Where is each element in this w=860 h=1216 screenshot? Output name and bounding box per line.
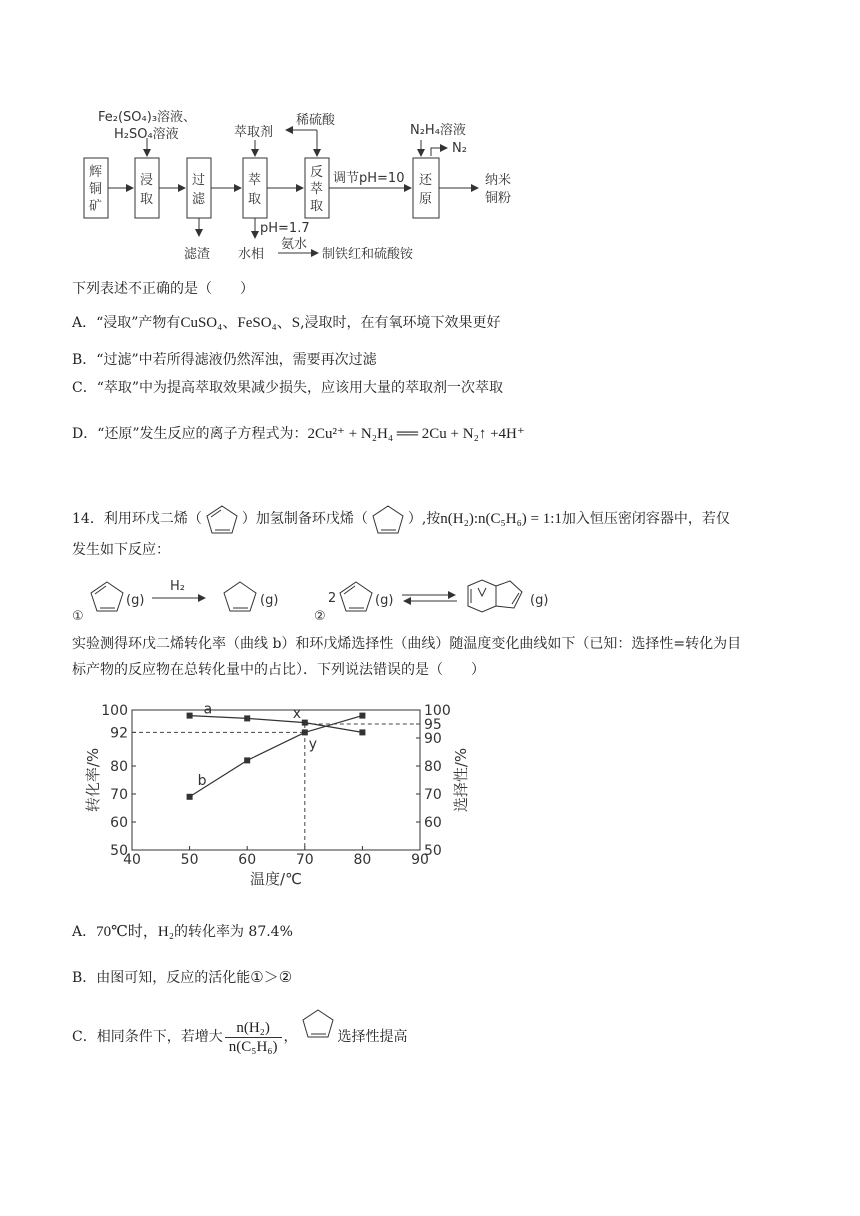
y-left-tick-label: 100 (101, 703, 128, 719)
series-a-point (187, 713, 193, 719)
x-tick-label: 60 (238, 852, 257, 868)
n2-label: N₂ (452, 141, 467, 156)
y-right-tick-label: 80 (424, 759, 442, 775)
q14-line2: 发生如下反应： (72, 542, 170, 558)
x-tick-label: 70 (295, 852, 314, 868)
reaction2-number: ② (314, 609, 326, 624)
extractant-label: 萃取剂 (234, 125, 274, 140)
x-tick-label: 50 (180, 852, 199, 868)
series-b-point (187, 794, 193, 800)
product-cyclopentene-icon (224, 582, 256, 611)
svg-text:滤: 滤 (192, 192, 206, 207)
product-line1: 纳米 (485, 173, 512, 188)
residue-label: 滤渣 (184, 247, 211, 262)
y-right-tick-label: 60 (424, 815, 442, 831)
ratio-fraction: $\frac{\text{n(H₂)}}{\text{n(C₅H₆)}}$ (225, 1019, 282, 1056)
y-left-tick-label: 80 (110, 759, 128, 775)
q14-option-b: B．由图可知，反应的活化能①＞② (72, 970, 293, 986)
y-right-tick-label: 90 (424, 731, 442, 747)
q14-line1: 14．利用环戊二烯（ ）加氢制备环戊烯（ ）,按n(H₂):n(C₅H₆) = 1:1加入恒压密闭容器中，若仅 (72, 502, 730, 536)
reaction1-g1: (g) (126, 593, 145, 608)
series-b-point (302, 729, 308, 735)
aqueous-label: 水相 (238, 247, 265, 262)
y-left-tick-label: 50 (110, 843, 128, 859)
series-b-label: b (197, 772, 207, 789)
y-left-axis-label: 转化率/% (84, 747, 102, 813)
box-filter (187, 158, 211, 218)
q14-option-a: A．70℃时，H₂的转化率为 87.4% (72, 924, 293, 940)
reaction2-coef: 2 (328, 591, 337, 606)
ammonia-label: 氨水 (281, 237, 308, 252)
process-flow-diagram (0, 0, 860, 270)
dilute-acid-label: 稀硫酸 (296, 113, 336, 128)
reactant2-cyclopentadiene-icon (340, 582, 372, 611)
q14-option-c: C．相同条件下，若增大 $\frac{\text{n(H₂)}}{\text{n(C₅H₆)}}$ ， 选择性提高 (72, 1012, 408, 1062)
x-tick-label: 40 (123, 852, 141, 868)
product-line2: 铜粉 (485, 191, 512, 206)
annotation-y: y (308, 736, 318, 753)
x-tick-label: 90 (411, 852, 429, 868)
svg-text:辉: 辉 (89, 165, 103, 180)
q13-option-c: C．“萃取”中为提高萃取效果减少损失，应该用大量的萃取剂一次萃取 (72, 380, 504, 396)
reactant-cyclopentadiene-icon (91, 582, 123, 611)
back-extract-text (310, 165, 323, 214)
svg-text:反: 反 (310, 165, 324, 180)
series-b-point (359, 713, 365, 719)
reaction1-reagent: H₂ (170, 579, 185, 594)
y-left-tick-label: 60 (110, 815, 128, 831)
series-a-point (359, 729, 365, 735)
svg-text:浸: 浸 (140, 173, 154, 188)
x-axis-label: 温度/℃ (250, 870, 302, 888)
reagent-fe2so43: Fe₂(SO₄)₃溶液、 (98, 110, 197, 125)
box-leach (135, 158, 159, 218)
y-left-tick-label: 92 (110, 725, 128, 742)
series-b-point (244, 757, 250, 763)
svg-text:还: 还 (419, 173, 433, 188)
leach-text (140, 173, 153, 207)
q13-option-a: A．“浸取”产物有CuSO₄、FeSO₄、S,浸取时，在有氧环境下效果更好 (72, 315, 501, 331)
svg-text:取: 取 (310, 199, 324, 214)
ph17-label: pH=1.7 (260, 221, 310, 236)
svg-text:取: 取 (248, 192, 262, 207)
n2h4-label: N₂H₄溶液 (410, 123, 466, 138)
cyclopentene-icon (368, 502, 408, 536)
conversion-selectivity-chart (0, 690, 860, 900)
svg-text:铜: 铜 (89, 182, 103, 197)
svg-text:萃: 萃 (310, 182, 324, 197)
cyclopentadiene-icon (202, 502, 242, 536)
svg-text:矿: 矿 (89, 199, 103, 214)
reaction2-g1: (g) (375, 593, 394, 608)
series-a-point (244, 715, 250, 721)
box-extract (243, 158, 267, 218)
y-left-tick-label: 70 (110, 787, 128, 803)
plot-frame (132, 710, 420, 850)
q13-option-b: B．“过滤”中若所得滤液仍然浑浊，需要再次过滤 (72, 352, 377, 368)
svg-text:过: 过 (192, 173, 206, 188)
box-reduce (413, 158, 439, 218)
y-right-tick-label: 70 (424, 787, 442, 803)
series-a-label: a (203, 701, 213, 718)
dimer-dicyclopentadiene-icon (468, 580, 522, 612)
x-tick-label: 80 (353, 852, 372, 868)
y-right-tick-label: 95 (424, 717, 442, 733)
q13-option-d: D．“还原”发生反应的离子方程式为：2Cu²⁺ + N₂H₄ ══ 2Cu + N₂↑ +4H⁺ (72, 426, 525, 442)
q14-line4: 标产物的反应物在总转化量中的占比）．下列说法错误的是（ ） (72, 662, 485, 678)
annotation-x: x (292, 706, 302, 722)
extract-text (248, 173, 261, 207)
make-label: 制铁红和硫酸铵 (322, 247, 414, 262)
svg-text:取: 取 (140, 192, 154, 207)
reduce-text (419, 173, 433, 207)
reaction1-g2: (g) (260, 593, 279, 608)
q13-stem: 下列表述不正确的是（ ） (72, 281, 254, 297)
ore-text (89, 164, 102, 214)
svg-text:萃: 萃 (248, 173, 262, 188)
svg-text:原: 原 (419, 192, 433, 207)
cyclopentene-option-icon (298, 1006, 338, 1042)
reagent-h2so4: H₂SO₄溶液 (114, 127, 179, 142)
series-a-point (302, 720, 308, 726)
reaction1-number: ① (72, 609, 84, 624)
reaction2-g2: (g) (530, 593, 549, 608)
filter-text (192, 172, 206, 207)
q14-line3: 实验测得环戊二烯转化率（曲线 b）和环戊烯选择性（曲线）随温度变化曲线如下（已知：选择性=转化为目 (72, 636, 742, 652)
reactions-diagram (0, 568, 860, 638)
y-right-tick-label: 100 (424, 703, 451, 719)
y-right-axis-label: 选择性/% (452, 747, 470, 813)
adjust-ph-label: 调节pH=10 (333, 171, 405, 186)
y-right-tick-label: 50 (424, 843, 442, 859)
